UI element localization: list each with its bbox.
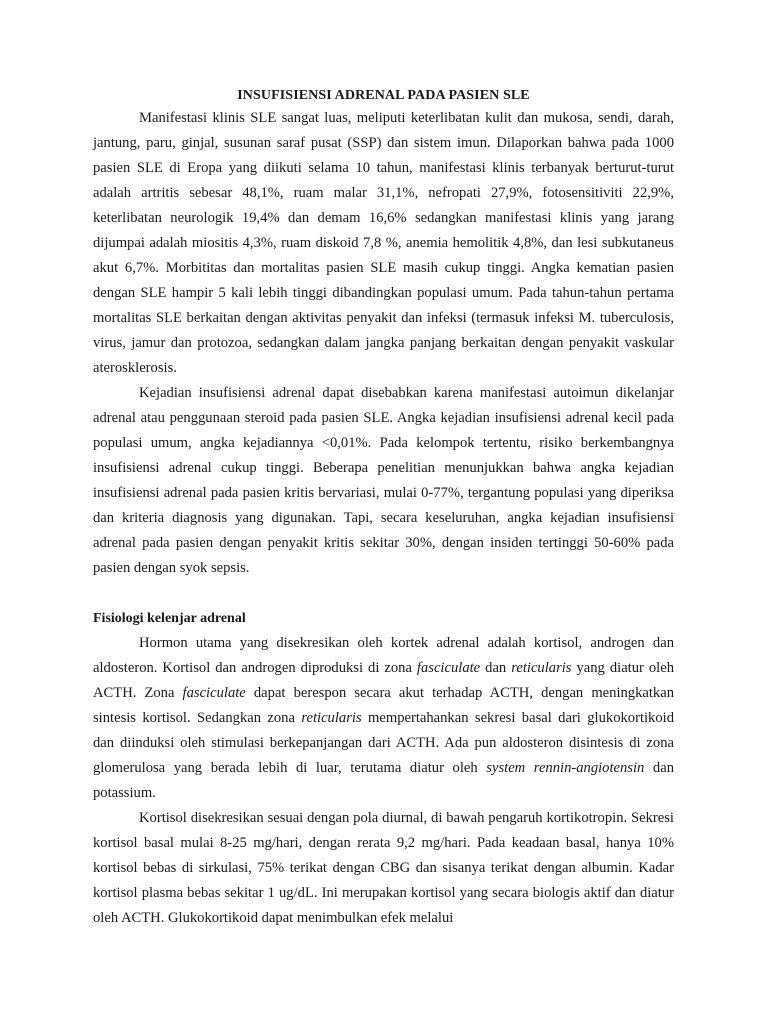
paragraph-gap xyxy=(93,581,674,606)
document-page xyxy=(93,86,674,931)
intro-paragraph-1: Manifestasi klinis SLE sangat luas, meliputi keterlibatan kulit dan mukosa, sendi, darah, jantung, paru, ginjal, susunan saraf pusat (SSP) dan sistem imun. Dilaporkan bahwa pada 1000 pasien SLE di Eropa yang diikuti selama 10 tahun, manifestasi klinis terbanyak berturut-turut adalah artritis sebesar 48,1%, ruam malar 31,1%, nefropati 27,9%, fotosensitiviti 22,9%, keterlibatan neurologik 19,4% dan demam 16,6% sedangkan manifestasi klinis yang jarang dijumpai adalah miositis 4,3%, ruam diskoid 7,8 %, anemia hemolitik 4,8%, dan lesi subkutaneus akut 6,7%. Morbititas dan mortalitas pasien SLE masih cukup tinggi. Angka kematian pasien dengan SLE hampir 5 kali lebih tinggi dibandingkan populasi umum. Pada tahun-tahun pertama mortalitas SLE berkaitan dengan aktivitas penyakit dan infeksi (termasuk infeksi M. tuberculosis, virus, jamur dan protozoa, sedangkan dalam jangka panjang berkaitan dengan penyakit vaskular aterosklerosis. xyxy=(93,110,674,376)
document-title: INSUFISIENSI ADRENAL PADA PASIEN SLE xyxy=(237,88,530,103)
section-paragraph-2: Kortisol disekresikan sesuai dengan pola diurnal, di bawah pengaruh kortikotropin. Sekresi kortisol basal mulai 8-25 mg/hari, dengan rerata 9,2 mg/hari. Pada keadaan basal, hanya 10% kortisol bebas di sirkulasi, 75% terikat dengan CBG dan sisanya terikat dengan albumin. Kadar kortisol plasma bebas sekitar 1 ug/dL. Ini merupakan kortisol yang secara biologis aktif dan diatur oleh ACTH. Glukokortikoid dapat menimbulkan efek melalui xyxy=(93,810,674,926)
section-paragraph-1: Hormon utama yang disekresikan oleh kortek adrenal adalah kortisol, androgen dan aldosteron. Kortisol dan androgen diproduksi di zona fasciculate dan reticularis yang diatur oleh ACTH. Zona fasciculate dapat berespon secara akut terhadap ACTH, dengan meningkatkan sintesis kortisol. Sedangkan zona reticularis mempertahankan sekresi basal dari glukokortikoid dan diinduksi oleh stimulasi berkepanjangan dari ACTH. Ada pun aldosteron disintesis di zona glomerulosa yang berada lebih di luar, terutama diatur oleh system rennin-angiotensin dan potassium. xyxy=(93,635,674,801)
section-heading: Fisiologi kelenjar adrenal xyxy=(93,611,246,626)
intro-paragraph-2: Kejadian insufisiensi adrenal dapat disebabkan karena manifestasi autoimun dikelanjar adrenal atau penggunaan steroid pada pasien SLE. Angka kejadian insufisiensi adrenal kecil pada populasi umum, angka kejadiannya <0,01%. Pada kelompok tertentu, risiko berkembangnya insufisiensi adrenal cukup tinggi. Beberapa penelitian menunjukkan bahwa angka kejadian insufisiensi adrenal pada pasien kritis bervariasi, mulai 0-77%, tergantung populasi yang diperiksa dan kriteria diagnosis yang digunakan. Tapi, secara keseluruhan, angka kejadian insufisiensi adrenal pada pasien dengan penyakit kritis sekitar 30%, dengan insiden tertinggi 50-60% pada pasien dengan syok sepsis. xyxy=(93,385,674,576)
